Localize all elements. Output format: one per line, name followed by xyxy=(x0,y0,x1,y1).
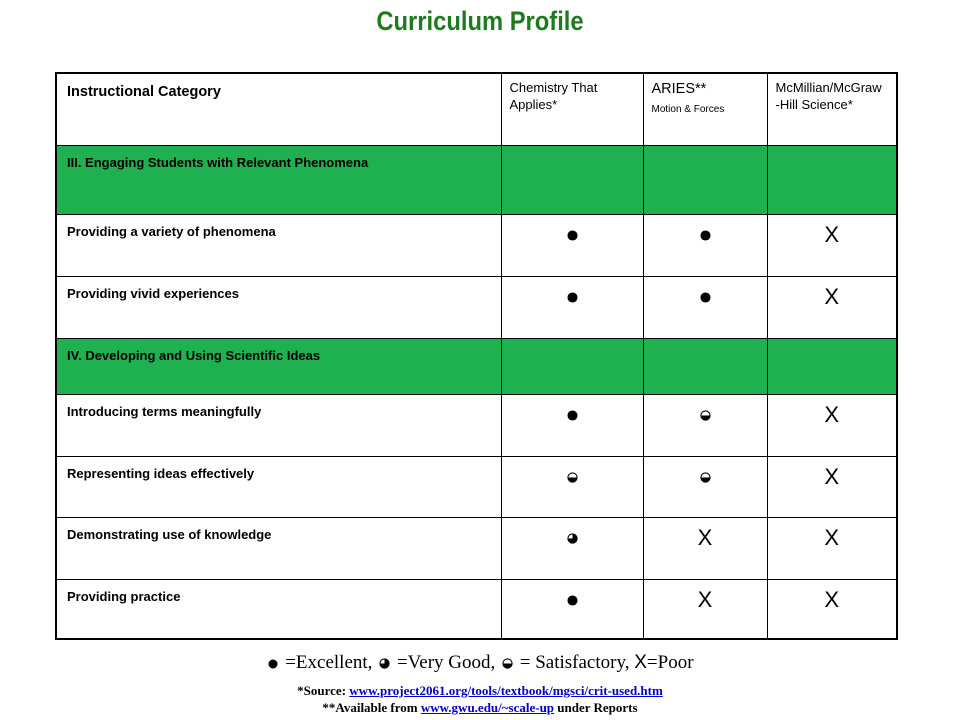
header-category-cell xyxy=(56,73,501,145)
criterion-label-cell xyxy=(56,214,501,276)
criterion-label: Providing practice xyxy=(67,588,181,604)
rating-cell xyxy=(643,276,767,338)
rating-cell xyxy=(501,394,643,456)
rating-cell xyxy=(643,517,767,579)
section-label-cell xyxy=(56,145,501,214)
source-prefix: *Source: xyxy=(297,683,350,698)
rating-cell xyxy=(643,214,767,276)
source-link[interactable]: www.project2061.org/tools/textbook/mgsci/crit-used.htm xyxy=(349,683,663,698)
rating-cell xyxy=(501,456,643,517)
header-col2-main: ARIES** xyxy=(651,81,707,97)
section-label: III. Engaging Students with Relevant Phenomena xyxy=(67,154,369,170)
satisfactory-icon xyxy=(567,466,578,488)
rating-cell xyxy=(643,394,767,456)
header-col2-cell xyxy=(643,73,767,145)
availability-line xyxy=(0,700,960,716)
excellent-icon xyxy=(567,286,578,308)
legend-poor: =Poor xyxy=(646,652,694,673)
section-empty-cell xyxy=(767,145,897,214)
very-good-icon xyxy=(567,527,578,549)
excellent-icon xyxy=(700,224,711,246)
criterion-label-cell xyxy=(56,394,501,456)
satisfactory-icon xyxy=(700,404,711,426)
poor-mark: X xyxy=(697,586,713,612)
table-header-row xyxy=(56,73,897,145)
criterion-label-cell xyxy=(56,517,501,579)
header-col1-cell xyxy=(501,73,643,145)
poor-mark: X xyxy=(824,401,840,427)
criterion-label-cell xyxy=(56,276,501,338)
excellent-icon xyxy=(700,286,711,308)
rating-cell xyxy=(501,214,643,276)
rating-cell xyxy=(643,456,767,517)
page-title: Curriculum Profile xyxy=(376,6,584,36)
criterion-label: Providing a variety of phenomena xyxy=(67,223,276,239)
table-row xyxy=(56,214,897,276)
excellent-icon xyxy=(266,652,280,673)
section-empty-cell xyxy=(501,145,643,214)
available-prefix: **Available from xyxy=(322,700,421,715)
legend-satisfactory: = Satisfactory, xyxy=(519,652,630,673)
header-category: Instructional Category xyxy=(67,84,221,100)
legend-excellent: =Excellent, xyxy=(285,652,373,673)
poor-mark: X xyxy=(824,463,840,489)
section-empty-cell xyxy=(643,145,767,214)
legend-poor-symbol: X xyxy=(634,652,647,673)
available-suffix: under Reports xyxy=(554,700,638,715)
rating-cell xyxy=(501,579,643,639)
source-line xyxy=(0,683,960,699)
rating-cell xyxy=(767,579,897,639)
header-col1-line2: Applies* xyxy=(509,96,558,112)
satisfactory-icon xyxy=(700,466,711,488)
header-col3-cell xyxy=(767,73,897,145)
criterion-label: Providing vivid experiences xyxy=(67,285,239,301)
rating-cell xyxy=(767,214,897,276)
section-label-cell xyxy=(56,338,501,394)
section-row xyxy=(56,338,897,394)
criterion-label: Introducing terms meaningfully xyxy=(67,403,262,419)
criterion-label: Representing ideas effectively xyxy=(67,465,255,481)
section-empty-cell xyxy=(643,338,767,394)
section-label: IV. Developing and Using Scientific Ideas xyxy=(67,347,321,363)
criterion-label-cell xyxy=(56,456,501,517)
available-link[interactable]: www.gwu.edu/~scale-up xyxy=(420,700,555,715)
header-col2-sub: Motion & Forces xyxy=(651,103,725,115)
rating-cell xyxy=(643,579,767,639)
poor-mark: X xyxy=(824,283,840,309)
section-empty-cell xyxy=(501,338,643,394)
rating-cell xyxy=(767,456,897,517)
rating-cell xyxy=(767,394,897,456)
curriculum-profile-table xyxy=(55,72,898,640)
very-good-icon xyxy=(377,652,392,673)
satisfactory-icon xyxy=(500,652,515,673)
excellent-icon xyxy=(567,404,578,426)
excellent-icon xyxy=(567,224,578,246)
criterion-label-cell xyxy=(56,579,501,639)
table-row xyxy=(56,517,897,579)
poor-mark: X xyxy=(824,586,840,612)
table-row xyxy=(56,276,897,338)
header-col3-line2: -Hill Science* xyxy=(775,96,853,112)
section-empty-cell xyxy=(767,338,897,394)
rating-cell xyxy=(767,276,897,338)
rating-cell xyxy=(501,276,643,338)
rating-cell xyxy=(767,517,897,579)
excellent-icon xyxy=(567,589,578,611)
poor-mark: X xyxy=(824,221,840,247)
table-row xyxy=(56,456,897,517)
legend-very-good: =Very Good, xyxy=(396,652,496,673)
poor-mark: X xyxy=(824,524,840,550)
table-row xyxy=(56,579,897,639)
rating-cell xyxy=(501,517,643,579)
section-row xyxy=(56,145,897,214)
header-col1-line1: Chemistry That xyxy=(509,80,598,95)
rating-legend xyxy=(0,652,960,674)
criterion-label: Demonstrating use of knowledge xyxy=(67,526,272,542)
header-col3-line1: McMillian/McGraw xyxy=(775,80,882,95)
poor-mark: X xyxy=(697,524,713,550)
table-row xyxy=(56,394,897,456)
